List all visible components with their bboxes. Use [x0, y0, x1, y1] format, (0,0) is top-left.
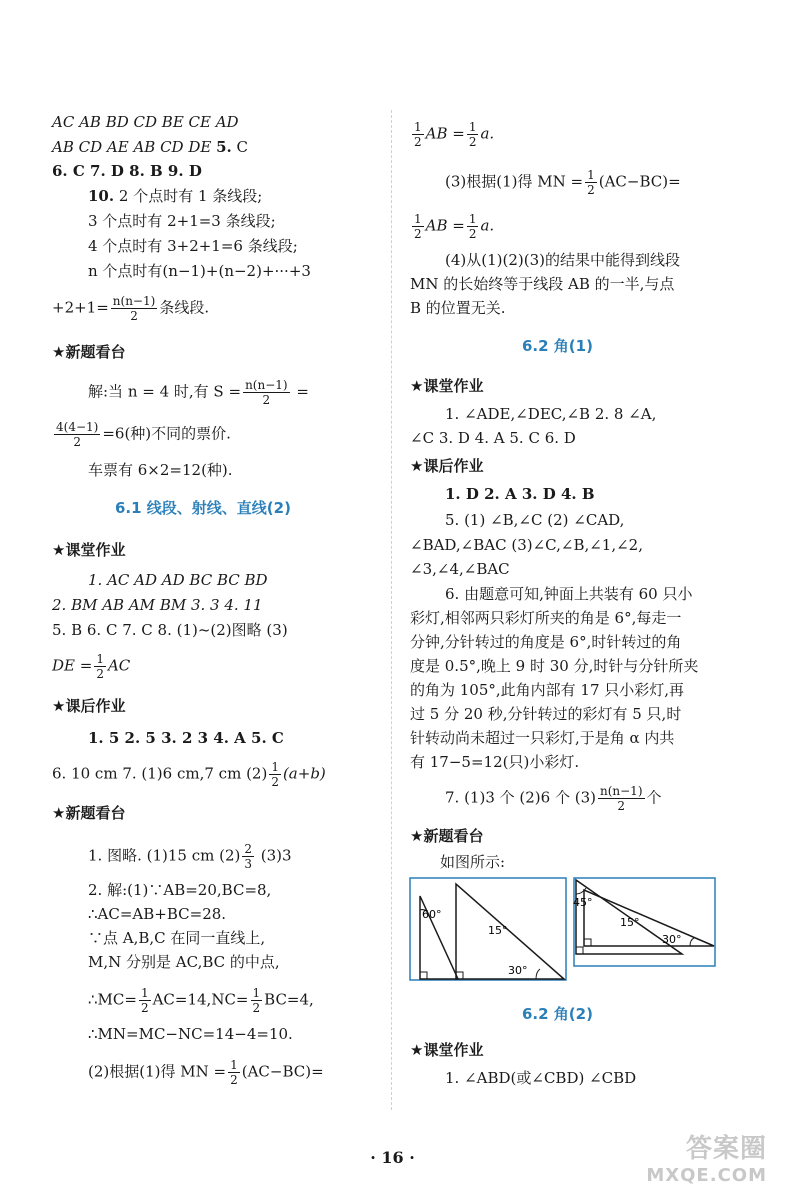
numerator: 1	[230, 1058, 238, 1072]
answer-line: 2. BM AB AM BM 3. 3 4. 11	[52, 596, 263, 614]
answer-line: 针转动尚未超过一只彩灯,于是角 α 内共	[410, 729, 675, 747]
answer-text: a.	[480, 216, 495, 235]
answer-line: M,N 分别是 AC,BC 的中点,	[88, 953, 280, 971]
section-title: 6.2 角(1)	[522, 337, 593, 355]
answer-line: 6. 由题意可知,钟面上共装有 60 只小	[445, 585, 693, 603]
fraction	[412, 120, 424, 149]
answer-line	[445, 168, 681, 197]
answer-line: 如图所示:	[440, 853, 506, 871]
answer-text: (a+b)	[282, 764, 326, 783]
angle-label: 30°	[508, 964, 528, 977]
denominator: 2	[468, 135, 477, 149]
answer-line: 度是 0.5°,晚上 9 时 30 分,时针与分针所夹	[410, 657, 699, 675]
answer-line: 5. (1) ∠B,∠C (2) ∠CAD,	[445, 511, 625, 529]
right-angle-mark	[576, 947, 583, 954]
fraction	[412, 212, 424, 241]
answer-line: 分钟,分针转过的角度是 6°,时针转过的角	[410, 633, 682, 651]
numerator: 1	[414, 120, 422, 134]
answer-text: AB CD AE AB CD DE	[52, 138, 217, 156]
fraction	[243, 378, 290, 407]
answer-line: 彩灯,相邻两只彩灯所夹的角是 6°,每走一	[410, 609, 682, 627]
answer-text: C	[231, 138, 249, 156]
fraction	[54, 420, 100, 449]
fraction	[111, 294, 158, 323]
answer-text: 2 个点时有 1 条线段;	[114, 187, 263, 205]
denominator: 2	[271, 775, 279, 789]
answer-line: 的角为 105°,此角内部有 17 只小彩灯,再	[410, 681, 685, 699]
answer-line: B 的位置无关.	[410, 299, 506, 317]
answer-line: 1. AC AD AD BC BC BD	[88, 571, 268, 589]
answer-line	[88, 186, 262, 206]
answer-line	[52, 760, 326, 789]
answer-text: (AC−BC)=	[598, 172, 681, 191]
denominator: 2	[252, 1001, 261, 1015]
numerator: 1	[271, 760, 279, 774]
answer-text: (3)根据(1)得 MN =	[445, 172, 584, 191]
answer-line	[88, 1058, 324, 1087]
section-title: 6.2 角(2)	[522, 1005, 593, 1023]
answer-line: (4)从(1)(2)(3)的结果中能得到线段	[445, 251, 680, 269]
denominator: 2	[73, 435, 81, 449]
numerator: 1	[96, 652, 104, 666]
answer-line: 5. B 6. C 7. C 8. (1)~(2)图略 (3)	[52, 621, 288, 639]
answer-line: MN 的长始终等于线段 AB 的一半,与点	[410, 275, 675, 293]
section-heading: ★课堂作业	[410, 377, 484, 395]
answer-line: ∴AC=AB+BC=28.	[88, 905, 227, 923]
angle-label: 30°	[662, 933, 682, 946]
triangle-30	[584, 890, 714, 946]
answer-line	[52, 652, 130, 681]
angle-label: 45°	[573, 896, 593, 909]
answer-line: 过 5 分 20 秒,分针转过的彩灯有 5 只,时	[410, 705, 682, 723]
answer-line	[88, 986, 314, 1015]
answer-text: =6(种)不同的票价.	[102, 424, 231, 443]
angle-arc	[536, 969, 540, 979]
answer-line: ∵点 A,B,C 在同一直线上,	[88, 929, 266, 947]
answer-text: AB =	[425, 216, 465, 235]
numerator: n(n−1)	[112, 294, 156, 308]
denominator: 2	[140, 1001, 149, 1015]
answer-line: 3 个点时有 2+1=3 条线段;	[88, 212, 276, 230]
answer-text: 6. 10 cm 7. (1)6 cm,7 cm (2)	[52, 764, 268, 783]
answer-text: =	[291, 382, 309, 401]
denominator: 3	[244, 857, 252, 871]
section-title: 6.1 线段、射线、直线(2)	[115, 499, 291, 517]
answer-line: ∠C 3. D 4. A 5. C 6. D	[410, 429, 576, 447]
numerator: 1	[468, 120, 477, 134]
numerator: 1	[468, 212, 477, 226]
question-number: 10.	[88, 187, 115, 205]
numerator: 1	[140, 986, 149, 1000]
answer-line: 4 个点时有 3+2+1=6 条线段;	[88, 237, 298, 255]
fraction	[94, 652, 106, 681]
denominator: 2	[262, 393, 271, 407]
fraction	[242, 842, 254, 871]
denominator: 2	[230, 1073, 238, 1087]
answer-text: a.	[480, 124, 495, 143]
right-angle-mark	[420, 972, 427, 979]
fraction	[139, 986, 151, 1015]
answer-line: ∴MN=MC−NC=14−4=10.	[88, 1025, 293, 1043]
answer-line: 6. C 7. D 8. B 9. D	[52, 162, 202, 180]
numerator: n(n−1)	[245, 378, 288, 392]
answer-text: DE =	[52, 656, 93, 675]
watermark-url: MXQE.COM	[646, 1165, 767, 1186]
denominator: 2	[617, 799, 626, 813]
numerator: 1	[587, 168, 595, 182]
answer-text: AC	[107, 656, 131, 675]
numerator: 2	[244, 842, 252, 856]
fraction	[269, 760, 281, 789]
answer-text: (2)根据(1)得 MN =	[88, 1062, 227, 1081]
answer-line	[410, 120, 494, 149]
column-divider	[391, 110, 392, 1110]
fraction	[467, 212, 479, 241]
section-heading: ★课堂作业	[410, 1041, 484, 1059]
answer-line	[52, 137, 248, 157]
angle-label: 15°	[620, 916, 640, 929]
numerator: 1	[252, 986, 261, 1000]
answer-line: 1. 5 2. 5 3. 2 3 4. A 5. C	[88, 729, 284, 747]
answer-line	[88, 378, 309, 407]
angle-arc	[690, 938, 694, 946]
fraction	[251, 986, 263, 1015]
answer-text: 个	[646, 788, 662, 807]
answer-text: BC=4,	[264, 990, 314, 1009]
section-heading: ★新题看台	[52, 343, 126, 361]
numerator: 4(4−1)	[56, 420, 99, 434]
figure-border	[574, 878, 715, 966]
denominator: 2	[130, 309, 138, 323]
answer-text: AB =	[425, 124, 465, 143]
numerator: n(n−1)	[599, 784, 643, 798]
answer-line: 1. D 2. A 3. D 4. B	[445, 485, 595, 503]
denominator: 2	[468, 227, 477, 241]
question-number: 5.	[216, 138, 232, 156]
answer-line: 2. 解:(1)∵AB=20,BC=8,	[88, 881, 272, 899]
answer-line: ∠BAD,∠BAC (3)∠C,∠B,∠1,∠2,	[410, 536, 643, 554]
denominator: 2	[414, 227, 422, 241]
denominator: 2	[587, 183, 595, 197]
answer-line	[445, 784, 662, 813]
answer-line: 1. ∠ABD(或∠CBD) ∠CBD	[445, 1069, 637, 1087]
answer-text: 1. 图略. (1)15 cm (2)	[88, 846, 241, 865]
answer-text: (3)3	[256, 846, 292, 865]
answer-text: (AC−BC)=	[241, 1062, 324, 1081]
section-heading: ★新题看台	[52, 804, 126, 822]
answer-line	[52, 294, 209, 323]
answer-line: 车票有 6×2=12(种).	[88, 461, 233, 479]
answer-text: 解:当 n = 4 时,有 S =	[88, 382, 242, 401]
answer-line: ∠3,∠4,∠BAC	[410, 560, 510, 578]
numerator: 1	[414, 212, 422, 226]
answer-text: 7. (1)3 个 (2)6 个 (3)	[445, 788, 596, 807]
section-heading: ★新题看台	[410, 827, 484, 845]
fraction	[585, 168, 597, 197]
page-number: · 16 ·	[370, 1148, 415, 1167]
fraction	[598, 784, 645, 813]
angle-label: 15°	[488, 924, 508, 937]
watermark-logo: 答案圈	[685, 1134, 767, 1164]
triangle-figure-1	[408, 876, 568, 982]
answer-line: AC AB BD CD BE CE AD	[52, 113, 239, 131]
answer-line: 有 17−5=12(只)小彩灯.	[410, 753, 580, 771]
answer-line: 1. ∠ADE,∠DEC,∠B 2. 8 ∠A,	[445, 405, 657, 423]
section-heading: ★课后作业	[52, 697, 126, 715]
answer-text: +2+1=	[52, 298, 109, 317]
answer-line	[410, 212, 494, 241]
angle-label: 60°	[422, 908, 442, 921]
right-angle-mark	[584, 939, 591, 946]
triangle-figure-2	[572, 876, 717, 968]
fraction	[228, 1058, 240, 1087]
answer-line: n 个点时有(n−1)+(n−2)+···+3	[88, 262, 311, 280]
answer-line	[52, 420, 231, 449]
answer-text: 条线段.	[159, 298, 210, 317]
denominator: 2	[414, 135, 422, 149]
section-heading: ★课堂作业	[52, 541, 126, 559]
answer-line	[88, 842, 292, 871]
fraction	[467, 120, 479, 149]
denominator: 2	[96, 667, 104, 681]
answer-text: ∴MC=	[88, 990, 137, 1009]
watermark	[646, 1128, 767, 1186]
answer-text: AC=14,NC=	[152, 990, 249, 1009]
section-heading: ★课后作业	[410, 457, 484, 475]
